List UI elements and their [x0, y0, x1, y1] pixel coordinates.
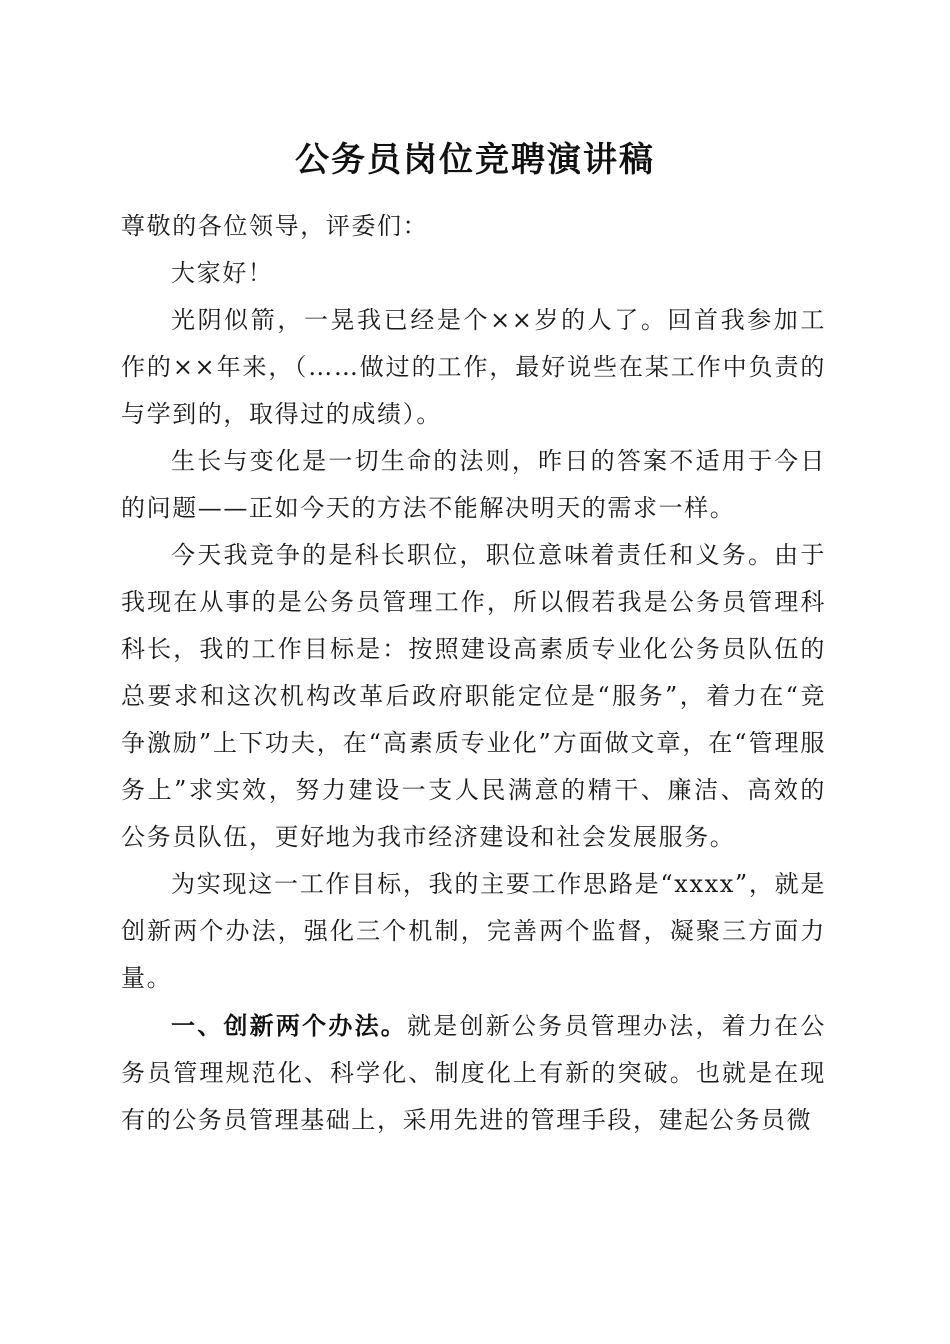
paragraph-change: 生长与变化是一切生命的法则，昨日的答案不适用于今日的问题——正如今天的方法不能解决明天的需求一样。 [121, 447, 826, 522]
paragraph-approach: 为实现这一工作目标，我的主要工作思路是“xxxx”，就是创新两个办法，强化三个机制，完善两个监督，凝聚三方面力量。 [121, 870, 826, 992]
greeting: 大家好！ [171, 259, 274, 287]
document-body [121, 203, 826, 1144]
paragraph-intro: 光阴似箭，一晃我已经是个××岁的人了。回首我参加工作的××年来，（……做过的工作，最好说些在某工作中负责的与学到的，取得过的成绩）。 [121, 306, 826, 428]
section-1-text: 就是创新公务员管理办法，着力在公务员管理规范化、科学化、制度化上有新的突破。也就是在现有的公务员管理基础上，采用先进的管理手段，建起公务员微 [121, 1012, 826, 1134]
section-1-paragraph [121, 1002, 826, 1144]
paragraph-goal: 今天我竞争的是科长职位，职位意味着责任和义务。由于我现在从事的是公务员管理工作，所以假若我是公务员管理科科长，我的工作目标是：按照建设高素质专业化公务员队伍的总要求和这次机构改革后政府职能定位是“服务”，着力在“竞争激励”上下功夫，在“高素质专业化”方面做文章，在“管理服务上”求实效，努力建设一支人民满意的精干、廉洁、高效的公务员队伍，更好地为我市经济建设和社会发展服务。 [121, 541, 826, 851]
document-title: 公务员岗位竞聘演讲稿 [295, 140, 655, 180]
salutation: 尊敬的各位领导，评委们： [121, 212, 429, 240]
section-1-heading: 一、创新两个办法。 [171, 1011, 408, 1040]
